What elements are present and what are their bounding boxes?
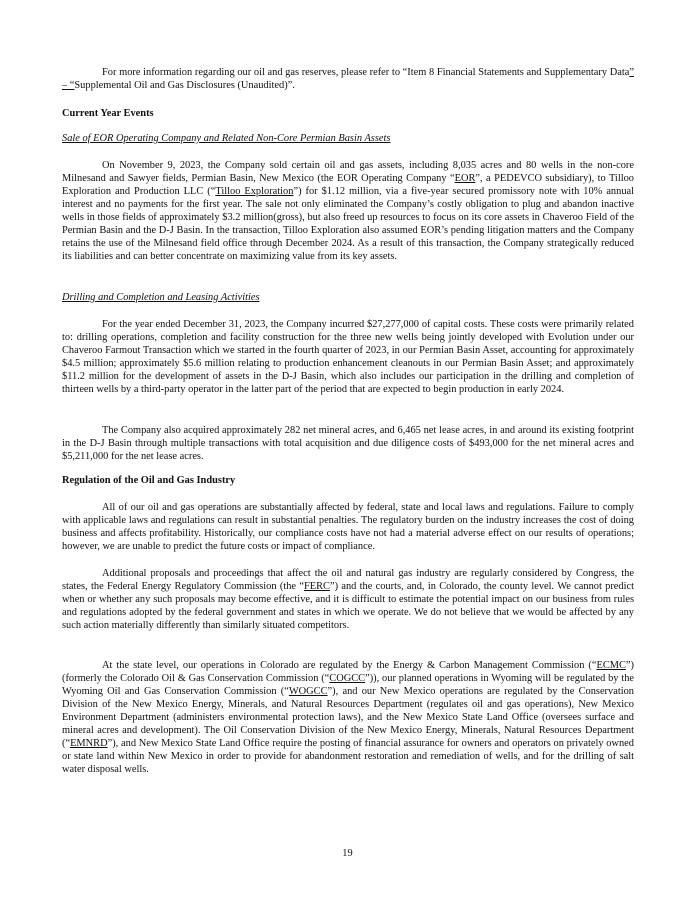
defined-term: FERC xyxy=(303,581,330,592)
defined-term: Tilloo Exploration xyxy=(215,186,294,197)
regulation-paragraph-1: All of our oil and gas operations are substantially affected by federal, state and local laws and regulations. Failure to comply with applicable laws and regulations can result in substantial penalties. The regulatory burden on the industry increases the cost of doing business and affects profitability. Historically, our compliance costs have not had a material adverse effect on our results of operations; however, we are unable to predict the future costs or impact of compliance. xyxy=(62,502,634,552)
section-heading-current-year-events: Current Year Events xyxy=(62,108,154,119)
subheading-sale-of-eor: Sale of EOR Operating Company and Related Non-Core Permian Basin Assets xyxy=(62,133,391,144)
text: At the state level, our operations in Colorado are regulated by the Energy & Carbon Management Commission (“ xyxy=(102,660,597,671)
defined-term: EMNRD xyxy=(70,738,108,749)
text: ” – “ xyxy=(62,67,634,91)
drilling-paragraph-1: For the year ended December 31, 2023, the Company incurred $27,277,000 of capital costs. These costs were primarily related to: drilling operations, completion and facility construction for the three new wells being jointly developed with Evolution under our Chaveroo Farmout Transaction which we started in the fourth quarter of 2023, in our Permian Basin Asset, accounting for approximately $4.5 million; approximately $5.6 million relating to production enhancement cleanouts in our Permian Basin Asset; and approximately $11.2 million for the development of assets in the D-J Basin, which also includes our participation in the drilling and completion of thirteen wells by a third-party operator in the latter part of the period that are expected to begin production in early 2024. xyxy=(62,319,634,395)
regulation-paragraph-2 xyxy=(62,567,634,632)
text: On November 9, 2023, the Company sold certain oil and gas assets, including 8,035 acres and 80 wells in the non-core Milnesand and Sawyer fields, Permian Basin, New Mexico (the EOR Operating Company “ xyxy=(62,160,634,184)
text: ”)), our planned operations in Wyoming will be regulated by the Wyoming Oil and Gas Conservation Commission (“ xyxy=(62,673,635,697)
defined-term: COGCC xyxy=(329,673,366,684)
text: Supplemental Oil and Gas Disclosures (Unaudited)”. xyxy=(74,80,295,91)
text: For more information regarding our oil and gas reserves, please refer to “Item 8 Financial Statements and Supplementary Data xyxy=(102,67,630,78)
text: ”), and New Mexico State Land Office require the posting of financial assurance for owners and operators on privately owned or state land within New Mexico in order to provide for abandonment restoration and remediation of wells, and for the drilling of salt water disposal wells. xyxy=(62,738,634,775)
text: ”) for $1.12 million, via a five-year secured promissory note with 10% annual interest and no payments for the first year. The sale not only eliminated the Company’s costly obligation to plug and abandon inactive wells in those fields of approximately $3.2 million(gross), but also freed up resources to focus on its core assets in Chaveroo Field of the Permian Basin and the D-J Basin. In the transaction, Tilloo Exploration also assumed EOR’s pending litigation matters and the Company retains the use of the Milnesand field office through December 2024. As a result of this transaction, the Company strategically reduced its liabilities and can better concentrate on maximizing value from its key assets. xyxy=(62,186,635,262)
defined-term: EOR xyxy=(454,173,476,184)
drilling-paragraph-2: The Company also acquired approximately 282 net mineral acres, and 6,465 net lease acres, in and around its existing footprint in the D-J Basin through multiple transactions with total acquisition and due diligence costs of $493,000 for the net mineral acres and $5,211,000 for the net lease acres. xyxy=(62,425,634,462)
text: ”) and the courts, and, in Colorado, the county level. We cannot predict when or whether any such proposals may become effective, and it is difficult to estimate the potential impact on our business from rules and regulations adopted by the federal government and states in which we operate. We do not believe that we would be affected by any such action materially differently than similarly situated competitors. xyxy=(62,581,634,631)
section-heading-regulation: Regulation of the Oil and Gas Industry xyxy=(62,475,236,486)
text: ”, a PEDEVCO subsidiary), to Tilloo Exploration and Production LLC (“ xyxy=(62,173,634,197)
text: Additional proposals and proceedings that affect the oil and natural gas industry are regularly considered by Congress, the states, the Federal Energy Regulatory Commission (the “ xyxy=(62,568,634,592)
text: ”) (formerly the Colorado Oil & Gas Conservation Commission (“ xyxy=(62,660,634,684)
subheading-drilling: Drilling and Completion and Leasing Activities xyxy=(62,292,260,303)
defined-term: ECMC xyxy=(596,660,626,671)
sale-paragraph xyxy=(62,159,634,263)
defined-term: WOGCC xyxy=(288,686,328,697)
text: ”), and our New Mexico operations are regulated by the Conservation Division of the New Mexico Energy, Minerals, and Natural Resources Department (regulates oil and gas operations), New Mexico Environment Department (administers environmental protection laws), and the New Mexico State Land Office (oversees surface and mineral acres and development). The Oil Conservation Division of the New Mexico Energy, Minerals, Natural Resources Department (“ xyxy=(62,686,634,749)
page-number: 19 xyxy=(342,848,353,859)
regulation-paragraph-3 xyxy=(62,659,634,776)
intro-paragraph xyxy=(62,66,634,92)
